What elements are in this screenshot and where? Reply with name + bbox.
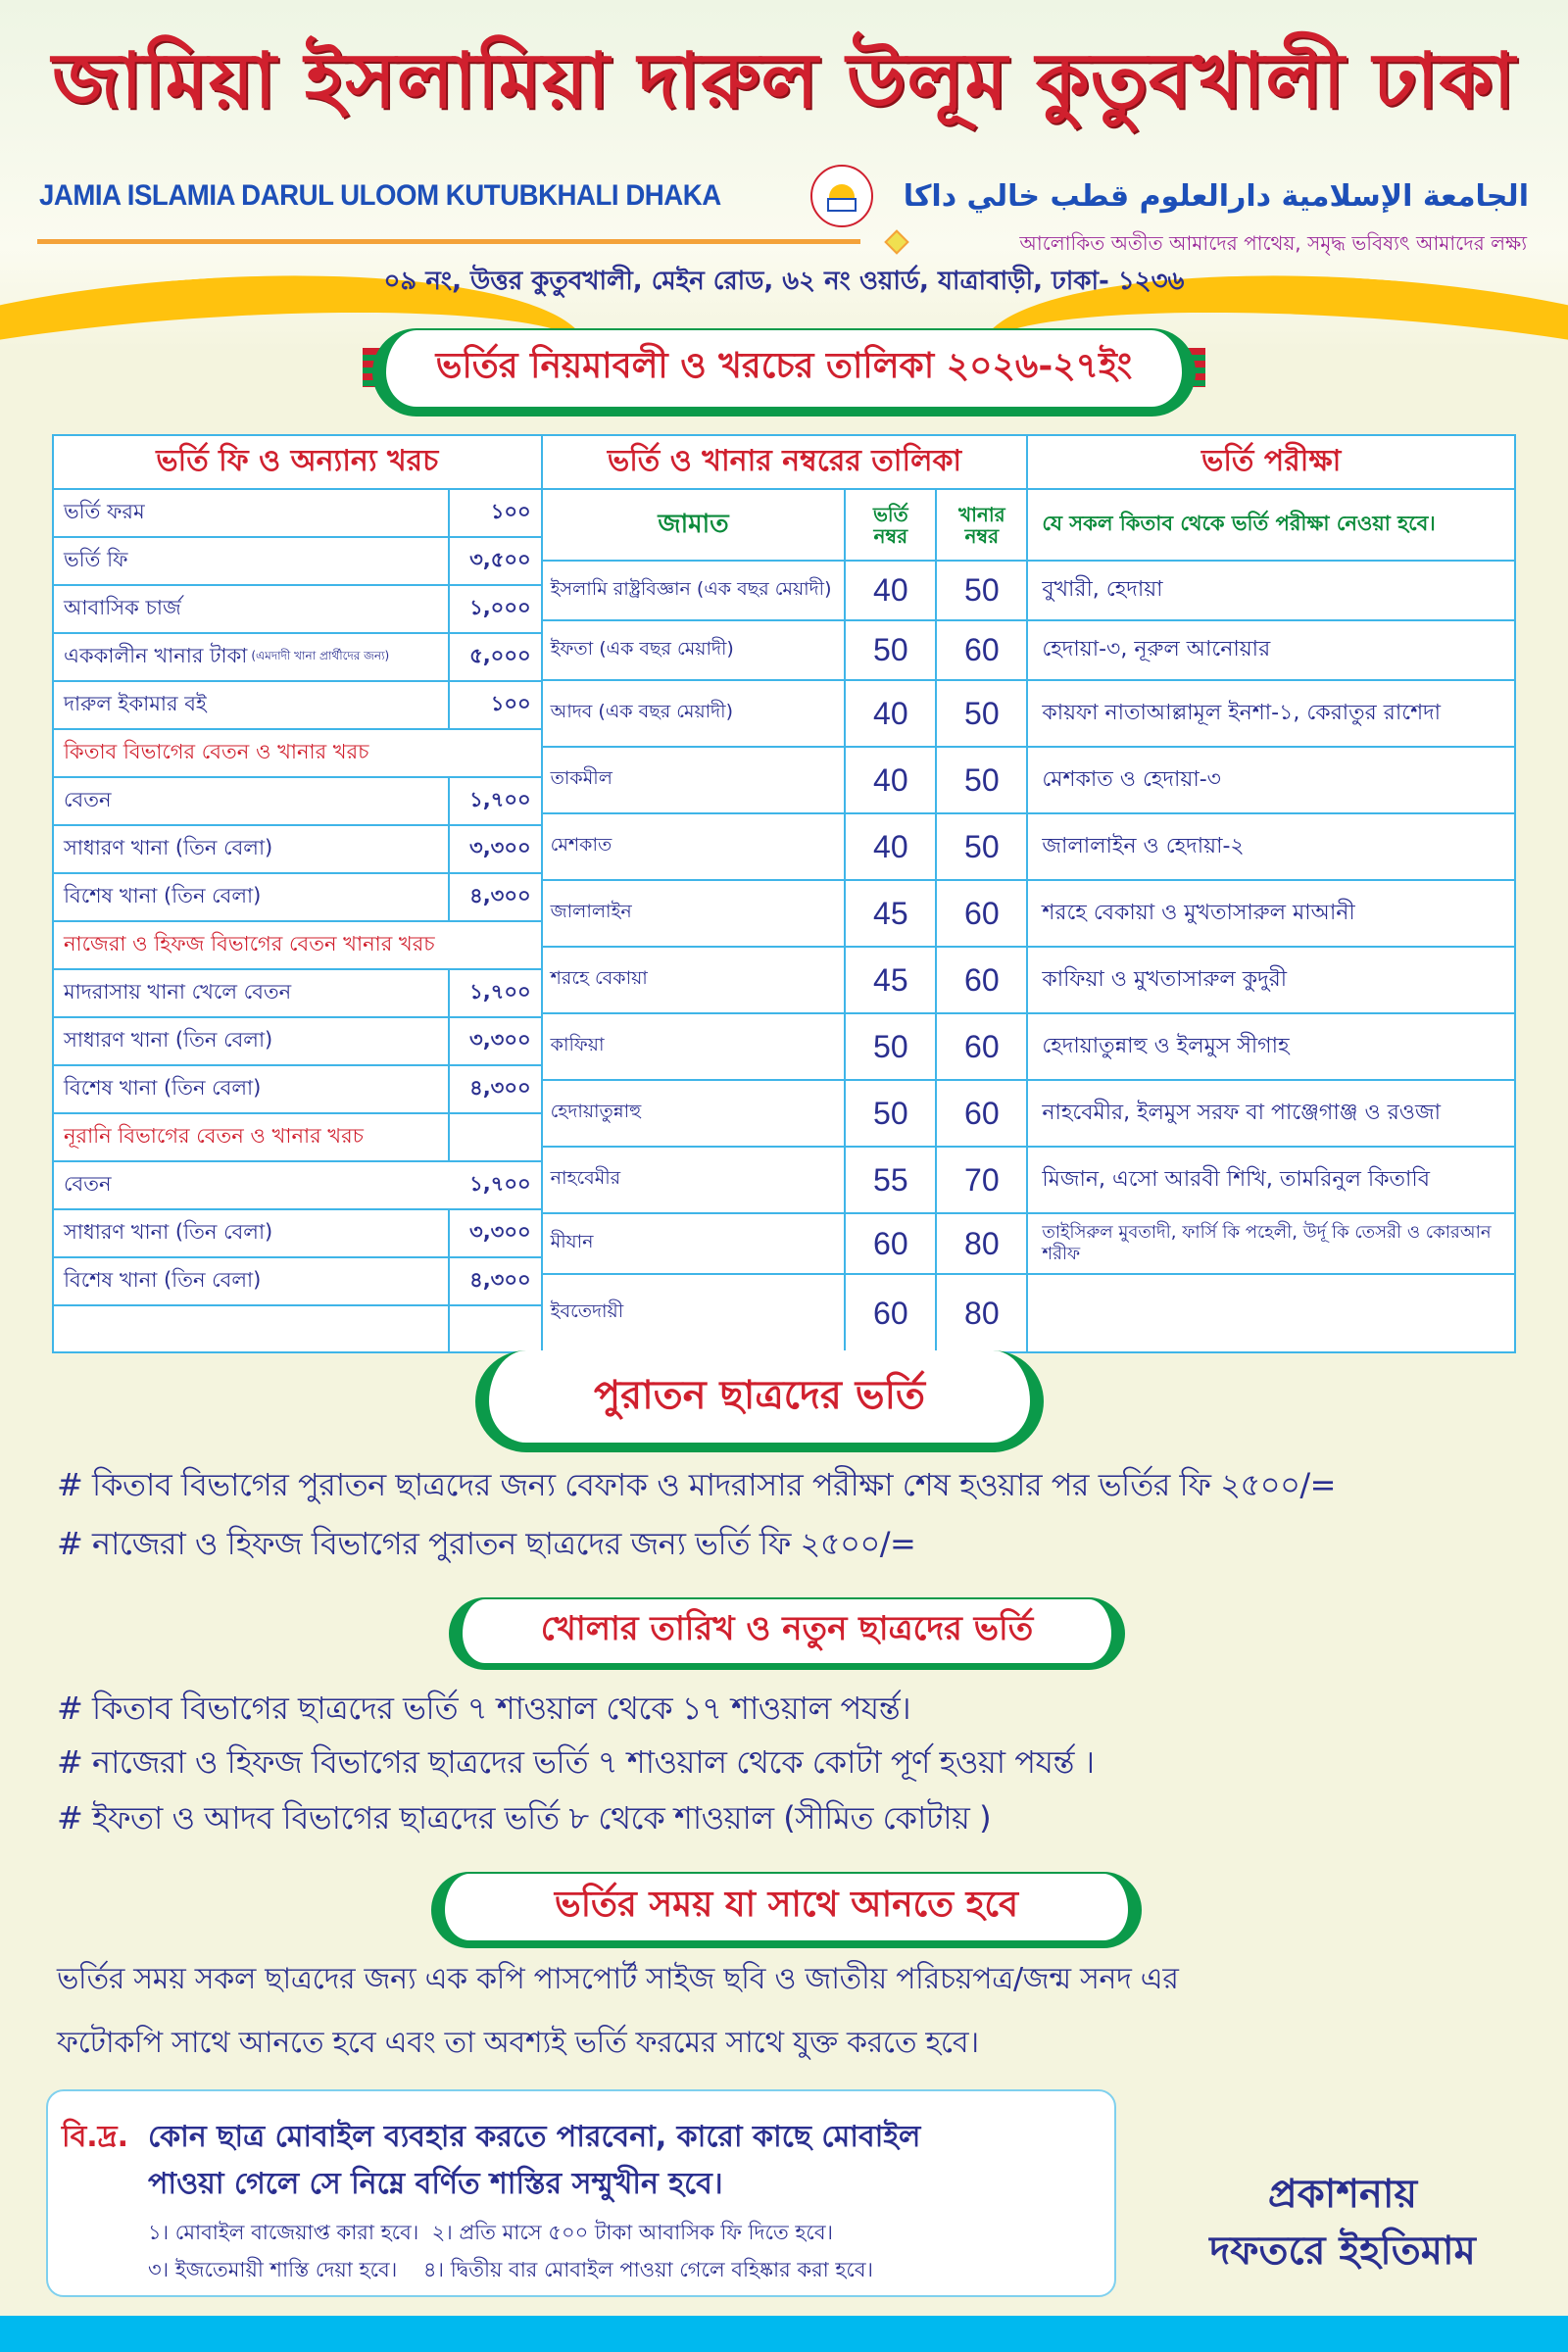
admission-table (52, 434, 1516, 1353)
fee-row: ভর্তি ফরম ১০০ (54, 490, 541, 538)
fee-row: বেতন ১,৭০০ (54, 778, 541, 826)
footer-bar (0, 2316, 1568, 2352)
marks-row: ইসলামি রাষ্ট্রবিজ্ঞান (এক বছর মেয়াদী) 40 50 (543, 562, 1027, 621)
fee-row: সাধারণ খানা (তিন বেলা) ৩,৩০০ (54, 826, 541, 874)
marks-row: জালালাইন 45 60 (543, 881, 1027, 948)
notice-line: কোন ছাত্র মোবাইল ব্যবহার করতে পারবেনা, কারো কাছে মোবাইল (148, 2120, 921, 2154)
marks-row: মেশকাত 40 50 (543, 814, 1027, 881)
fee-row: মাদরাসায় খানা খেলে বেতন ১,৭০০ (54, 970, 541, 1018)
fees-heading: ভর্তি ফি ও অন্যান্য খরচ (54, 436, 541, 490)
fee-row: এককালীন খানার টাকা (এমদাদী খানা প্রার্থীদের জন্য) ৫,০০০ (54, 634, 541, 682)
old-students-item: # নাজেরা ও হিফজ বিভাগের পুরাতন ছাত্রদের জন্য ভর্তি ফি ২৫০০/= (57, 1525, 916, 1562)
marks-row: ইফতা (এক বছর মেয়াদী) 50 60 (543, 621, 1027, 681)
exam-row: নাহবেমীর, ইলমুস সরফ বা পাঞ্জেগাঞ্জ ও রওজা (1028, 1081, 1514, 1148)
documents-text-line: ফটোকপি সাথে আনতে হবে এবং তা অবশ্যই ভর্তি ফরমের সাথে যুক্ত করতে হবে। (57, 2026, 979, 2060)
penalty-line: ৩। ইজতেমায়ী শাস্তি দেয়া হবে। ৪। দ্বিতীয় বার মোবাইল পাওয়া গেলে বহিষ্কার করা হবে। (148, 2258, 874, 2281)
admission-marks-header: ভর্তি নম্বর (844, 490, 935, 560)
marks-header-row (543, 490, 1027, 562)
exam-row: কাফিয়া ও মুখতাসারুল কুদুরী (1028, 948, 1514, 1014)
main-banner: ভর্তির নিয়মাবলী ও খরচের তালিকা ২০২৬-২৭ইং (372, 328, 1196, 416)
fee-row: বিশেষ খানা (তিন বেলা) ৪,৩০০ (54, 1258, 541, 1306)
fee-section-header: নাজেরা ও হিফজ বিভাগের বেতন খানার খরচ (54, 922, 541, 970)
opening-item: # কিতাব বিভাগের ছাত্রদের ভর্তি ৭ শাওয়াল থেকে ১৭ শাওয়াল পযর্ন্ত। (57, 1690, 911, 1727)
tagline-row (37, 233, 1527, 263)
marks-row: হেদায়াতুন্নাহু 50 60 (543, 1081, 1027, 1148)
marks-row: আদব (এক বছর মেয়াদী) 40 50 (543, 681, 1027, 748)
meal-marks-header: খানার নম্বর (935, 490, 1026, 560)
marks-row: কাফিয়া 50 60 (543, 1014, 1027, 1081)
marks-row: তাকমীল 40 50 (543, 748, 1027, 814)
institution-title-arabic: الجامعة الإسلامية دارالعلوم قطب خالي داكا (903, 178, 1529, 214)
exam-row: মেশকাত ও হেদায়া-৩ (1028, 748, 1514, 814)
fee-row: বেতন ১,৭০০ (54, 1162, 541, 1210)
madrasa-logo-icon (810, 165, 873, 227)
exam-heading: ভর্তি পরীক্ষা (1028, 436, 1514, 490)
address: ০৯ নং, উত্তর কুতুবখালী, মেইন রোড, ৬২ নং ওয়ার্ড, যাত্রাবাড়ী, ঢাকা- ১২৩৬ (383, 267, 1185, 296)
marks-heading: ভর্তি ও খানার নম্বরের তালিকা (543, 436, 1027, 490)
fee-row: দারুল ইকামার বই ১০০ (54, 682, 541, 730)
class-column-header: জামাত (658, 509, 729, 539)
publisher-credit (1147, 2166, 1539, 2279)
publisher-line: দফতরে ইহতিমাম (1209, 2229, 1476, 2274)
fee-row: ভর্তি ফি ৩,৫০০ (54, 538, 541, 586)
opening-date-banner: খোলার তারিখ ও নতুন ছাত্রদের ভর্তি (449, 1597, 1125, 1670)
institution-title-english: JAMIA ISLAMIA DARUL ULOOM KUTUBKHALI DHAKA (39, 179, 721, 212)
opening-item: # নাজেরা ও হিফজ বিভাগের ছাত্রদের ভর্তি ৭ শাওয়াল থেকে কোটা পূর্ণ হওয়া পযর্ন্ত । (57, 1743, 1095, 1781)
fee-note: (এমদাদী খানা প্রার্থীদের জন্য) (251, 648, 390, 662)
opening-item: # ইফতা ও আদব বিভাগের ছাত্রদের ভর্তি ৮ থেকে শাওয়াল (সীমিত কোটায় ) (57, 1799, 992, 1837)
publisher-line: প্রকাশনায় (1267, 2172, 1418, 2217)
exam-row: মিজান, এসো আরবী শিখি, তামরিনুল কিতাবি (1028, 1148, 1514, 1214)
fees-column (54, 436, 543, 1351)
notice-line: পাওয়া গেলে সে নিম্নে বর্ণিত শাস্তির সম্মুখীন হবে। (148, 2167, 723, 2201)
documents-banner: ভর্তির সময় যা সাথে আনতে হবে (431, 1872, 1142, 1948)
exam-column (1028, 436, 1514, 1351)
exam-row: তাইসিরুল মুবতাদী, ফার্সি কি পহেলী, উর্দূ কি তেসরী ও কোরআন শরীফ (1028, 1214, 1514, 1275)
marks-column (543, 436, 1029, 1351)
book-icon (827, 198, 857, 212)
marks-row: নাহবেমীর 55 70 (543, 1148, 1027, 1214)
fee-row: সাধারণ খানা (তিন বেলা) ৩,৩০০ (54, 1210, 541, 1258)
fee-row: সাধারণ খানা (তিন বেলা) ৩,৩০০ (54, 1018, 541, 1066)
exam-row: হেদায়া-৩, নূরুল আনোয়ার (1028, 621, 1514, 681)
notice-prefix: বি.দ্র. (62, 2120, 129, 2154)
fee-row: বিশেষ খানা (তিন বেলা) ৪,৩০০ (54, 1066, 541, 1114)
old-students-item: # কিতাব বিভাগের পুরাতন ছাত্রদের জন্য বেফাক ও মাদরাসার পরীক্ষা শেষ হওয়ার পর ভর্তির ফি ২৫০০/= (57, 1466, 1336, 1503)
exam-row: জালালাইন ও হেদায়া-২ (1028, 814, 1514, 881)
marks-row: ইবতেদায়ী 60 80 (543, 1275, 1027, 1351)
sun-icon (829, 184, 855, 198)
exam-row-empty (1028, 1275, 1514, 1351)
fee-section-header: নূরানি বিভাগের বেতন ও খানার খরচ (54, 1114, 541, 1162)
institution-title-row (39, 167, 1529, 225)
fee-row: বিশেষ খানা (তিন বেলা) ৪,৩০০ (54, 874, 541, 922)
exam-row: কায়ফা নাতাআল্লামূল ইনশা-১, কেরাতুর রাশেদা (1028, 681, 1514, 748)
exam-subheading: যে সকল কিতাব থেকে ভর্তি পরীক্ষা নেওয়া হবে। (1028, 490, 1514, 562)
old-students-banner: পুরাতন ছাত্রদের ভর্তি (475, 1350, 1044, 1452)
fee-row-empty (54, 1306, 541, 1351)
exam-row: হেদায়াতুন্নাহু ও ইলমুস সীগাহ (1028, 1014, 1514, 1081)
exam-row: বুখারী, হেদায়া (1028, 562, 1514, 621)
exam-row: শরহে বেকায়া ও মুখতাসারুল মাআনী (1028, 881, 1514, 948)
institution-title-bengali: জামিয়া ইসলামিয়া দারুল উলূম কুতুবখালী ঢাকা (52, 36, 1516, 125)
fee-section-header: কিতাব বিভাগের বেতন ও খানার খরচ (54, 730, 541, 778)
penalty-line: ১। মোবাইল বাজেয়াপ্ত কারা হবে। ২। প্রতি মাসে ৫০০ টাকা আবাসিক ফি দিতে হবে। (148, 2221, 834, 2244)
diamond-ornament-icon (884, 229, 908, 254)
fee-row: আবাসিক চার্জ ১,০০০ (54, 586, 541, 634)
divider-line (37, 239, 860, 244)
marks-row: মীযান 60 80 (543, 1214, 1027, 1275)
mobile-policy-notice (46, 2089, 1116, 2297)
tagline: আলোকিত অতীত আমাদের পাথেয়, সমৃদ্ধ ভবিষ্যৎ আমাদের লক্ষ্য (1019, 231, 1527, 255)
marks-row: শরহে বেকায়া 45 60 (543, 948, 1027, 1014)
documents-text-line: ভর্তির সময় সকল ছাত্রদের জন্য এক কপি পাসপোর্ট সাইজ ছবি ও জাতীয় পরিচয়পত্র/জন্ম সনদ এর (57, 1962, 1179, 1996)
